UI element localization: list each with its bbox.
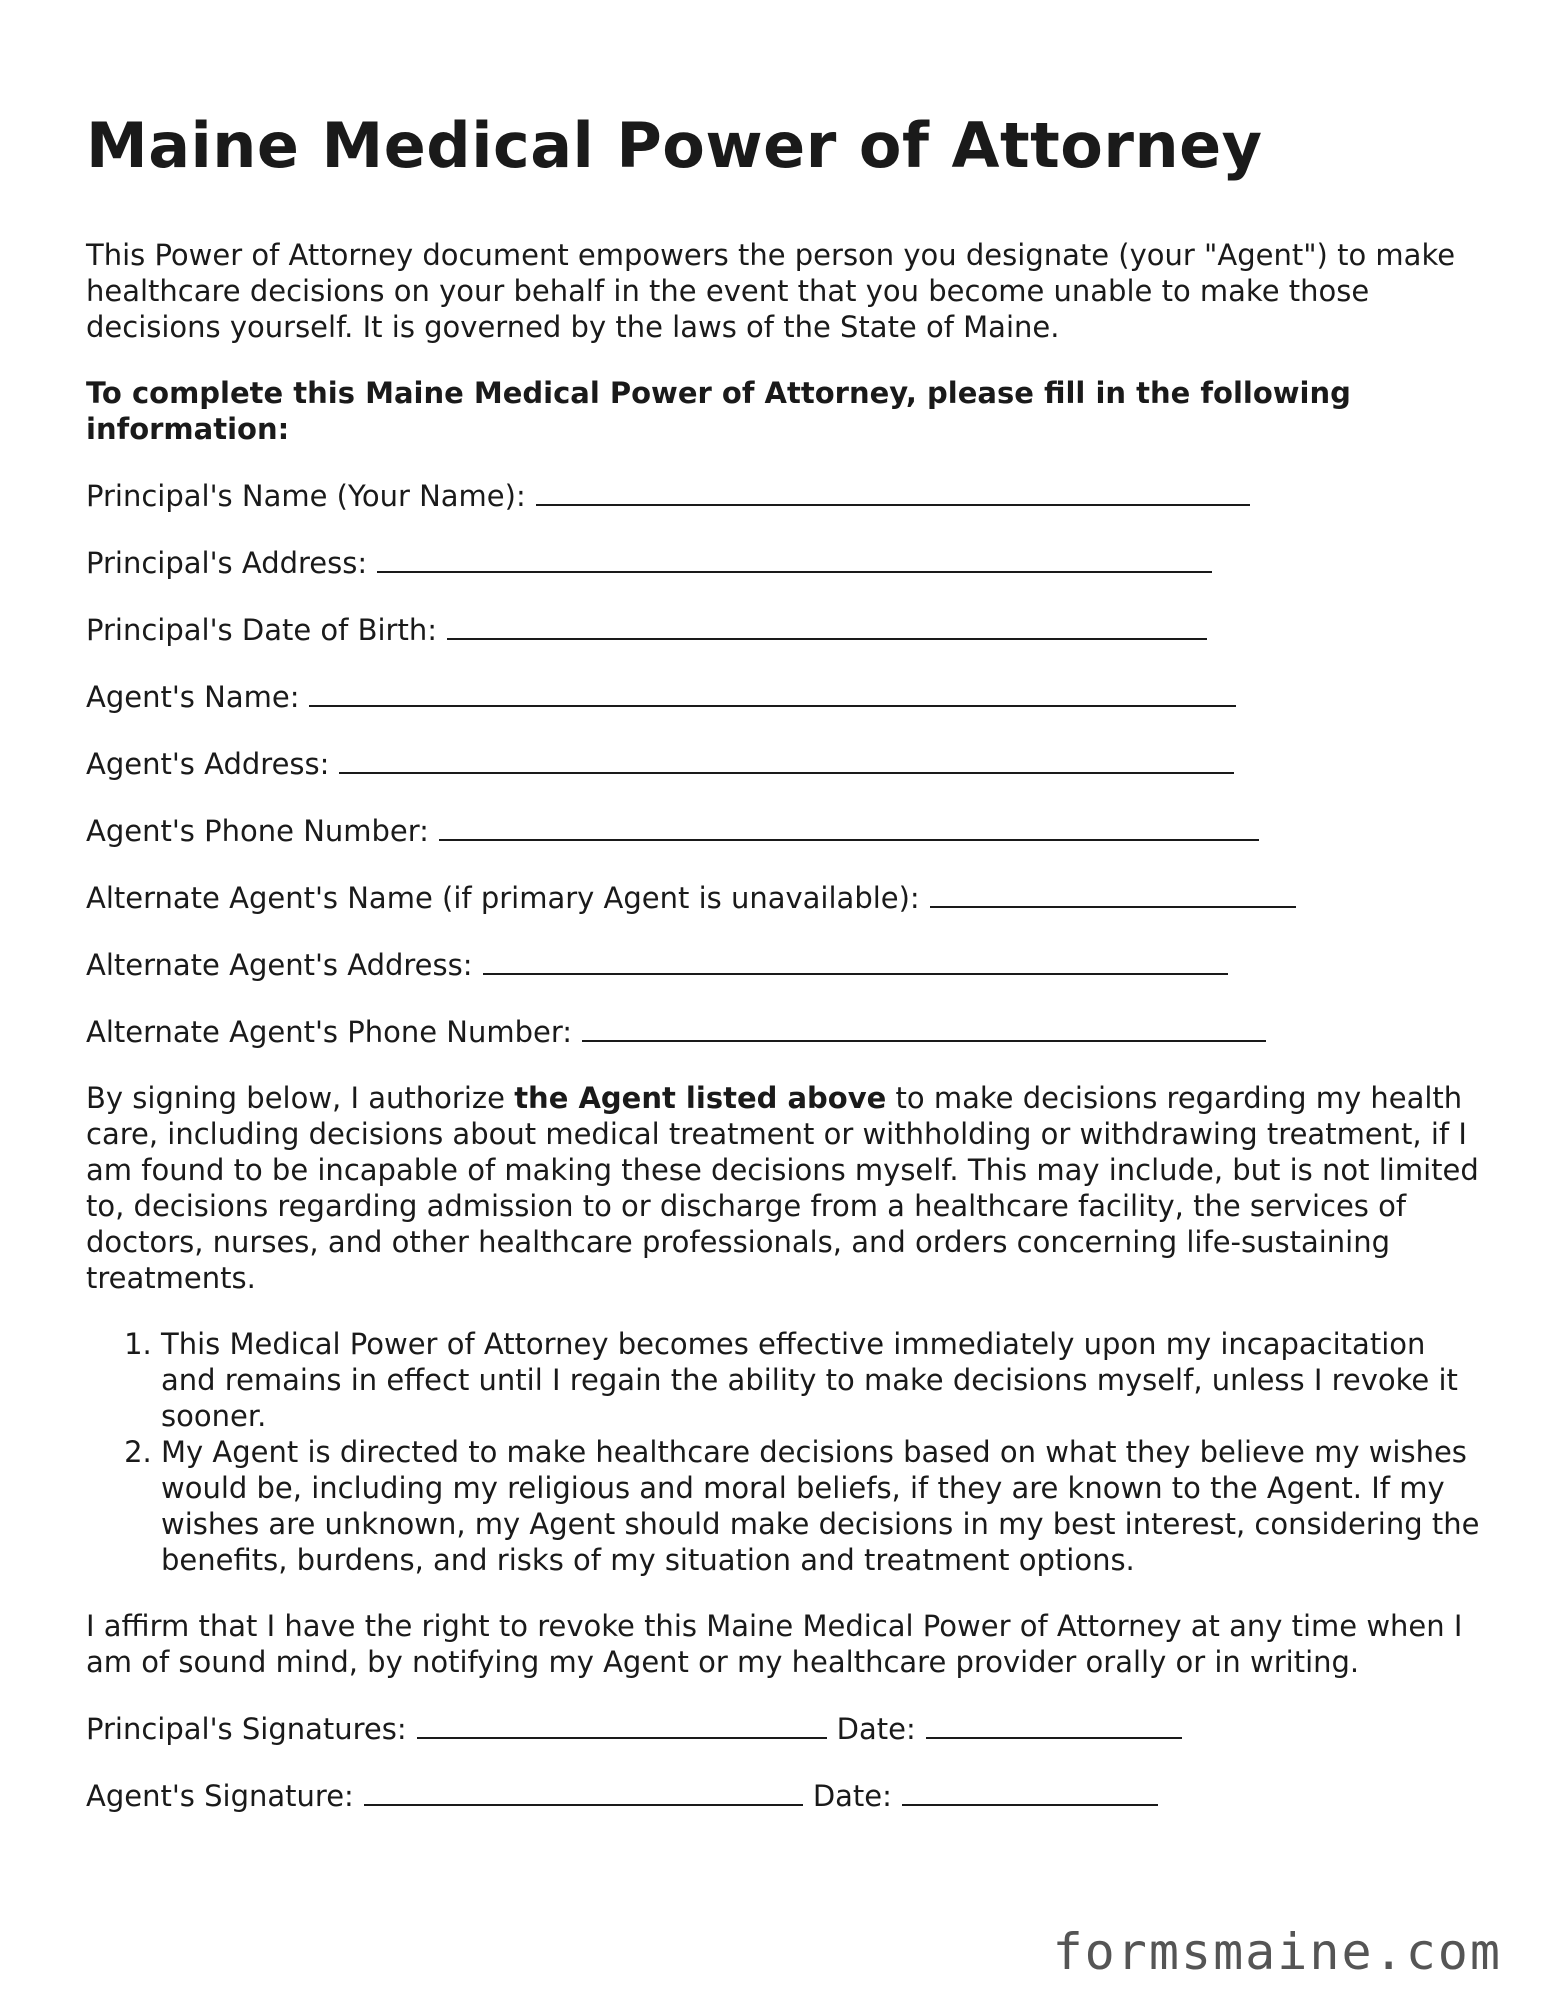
principal-signature-row — [86, 1710, 1486, 1747]
principal-address-blank[interactable] — [377, 544, 1212, 573]
alternate-agent-address-field — [86, 946, 1486, 983]
list-item: 1. This Medical Power of Attorney becomes effective immediately upon my incapacitation and remains in effect until I regain the ability to make decisions myself, unless I revoke it sooner. — [161, 1326, 1486, 1434]
authorization-text-end: to make decisions regarding my health care, including decisions about medical treatment or withholding or withdrawing treatment, if I am found to be incapable of making these decisions myself. This may include, but is not limited to, decisions regarding admission to or discharge from a healthcare facility, the services of doctors, nurses, and other healthcare professionals, and orders concerning life-sustaining treatments. — [86, 1081, 1479, 1295]
revocation-paragraph: I affirm that I have the right to revoke this Maine Medical Power of Attorney at any time when I am of sound mind, by notifying my Agent or my healthcare provider orally or in writing. — [86, 1609, 1463, 1679]
signature-label: Agent's Signature: — [86, 1779, 354, 1813]
alternate-agent-phone-field — [86, 1013, 1486, 1050]
signature-label: Principal's Signatures: — [86, 1712, 407, 1746]
principal-dob-field — [86, 611, 1486, 648]
principal-address-field — [86, 544, 1486, 581]
authorization-emphasis: the Agent listed above — [514, 1081, 887, 1115]
field-label: Principal's Name (Your Name): — [86, 479, 526, 513]
authorization-paragraph — [86, 1080, 1486, 1296]
principal-name-blank[interactable] — [536, 477, 1250, 506]
field-label: Agent's Name: — [86, 680, 300, 714]
agent-date-blank[interactable] — [902, 1777, 1158, 1806]
field-label: Alternate Agent's Address: — [86, 948, 473, 982]
field-label: Principal's Date of Birth: — [86, 613, 437, 647]
field-label: Alternate Agent's Name (if primary Agent is unavailable): — [86, 881, 920, 915]
principal-dob-blank[interactable] — [447, 611, 1207, 640]
document-page — [86, 105, 1486, 1844]
list-item: 2. My Agent is directed to make healthcare decisions based on what they believe my wishes would be, including my religious and moral beliefs, if they are known to the Agent. If my wishes are unknown, my Agent should make decisions in my best interest, considering the benefits, burdens, and risks of my situation and treatment options. — [161, 1434, 1486, 1578]
date-label: Date: — [836, 1712, 916, 1746]
agent-name-field — [86, 678, 1486, 715]
principal-name-field — [86, 477, 1486, 514]
provisions-list — [86, 1326, 1486, 1578]
date-label: Date: — [812, 1779, 892, 1813]
alternate-agent-phone-blank[interactable] — [582, 1013, 1266, 1042]
agent-signature-row — [86, 1777, 1486, 1814]
field-label: Agent's Phone Number: — [86, 814, 429, 848]
agent-name-blank[interactable] — [309, 678, 1236, 707]
field-label: Principal's Address: — [86, 546, 368, 580]
field-label: Agent's Address: — [86, 747, 330, 781]
principal-signature-blank[interactable] — [417, 1710, 827, 1739]
instructions-heading: To complete this Maine Medical Power of Attorney, please fill in the following information: — [86, 376, 1351, 446]
alternate-agent-address-blank[interactable] — [483, 946, 1228, 975]
field-label: Alternate Agent's Phone Number: — [86, 1015, 573, 1049]
site-watermark: formsmaine.com — [1052, 1923, 1502, 1981]
authorization-text-start: By signing below, I authorize — [86, 1081, 515, 1115]
alternate-agent-name-field — [86, 879, 1486, 916]
alternate-agent-name-blank[interactable] — [930, 879, 1296, 908]
document-title: Maine Medical Power of Attorney — [86, 109, 1263, 182]
agent-phone-blank[interactable] — [439, 812, 1259, 841]
intro-paragraph: This Power of Attorney document empowers the person you designate (your "Agent") to make healthcare decisions on your behalf in the event that you become unable to make those decisions yourself. It is governed by the laws of the State of Maine. — [86, 238, 1456, 344]
agent-signature-blank[interactable] — [364, 1777, 803, 1806]
agent-address-field — [86, 745, 1486, 782]
agent-address-blank[interactable] — [339, 745, 1234, 774]
agent-phone-field — [86, 812, 1486, 849]
principal-date-blank[interactable] — [926, 1710, 1182, 1739]
